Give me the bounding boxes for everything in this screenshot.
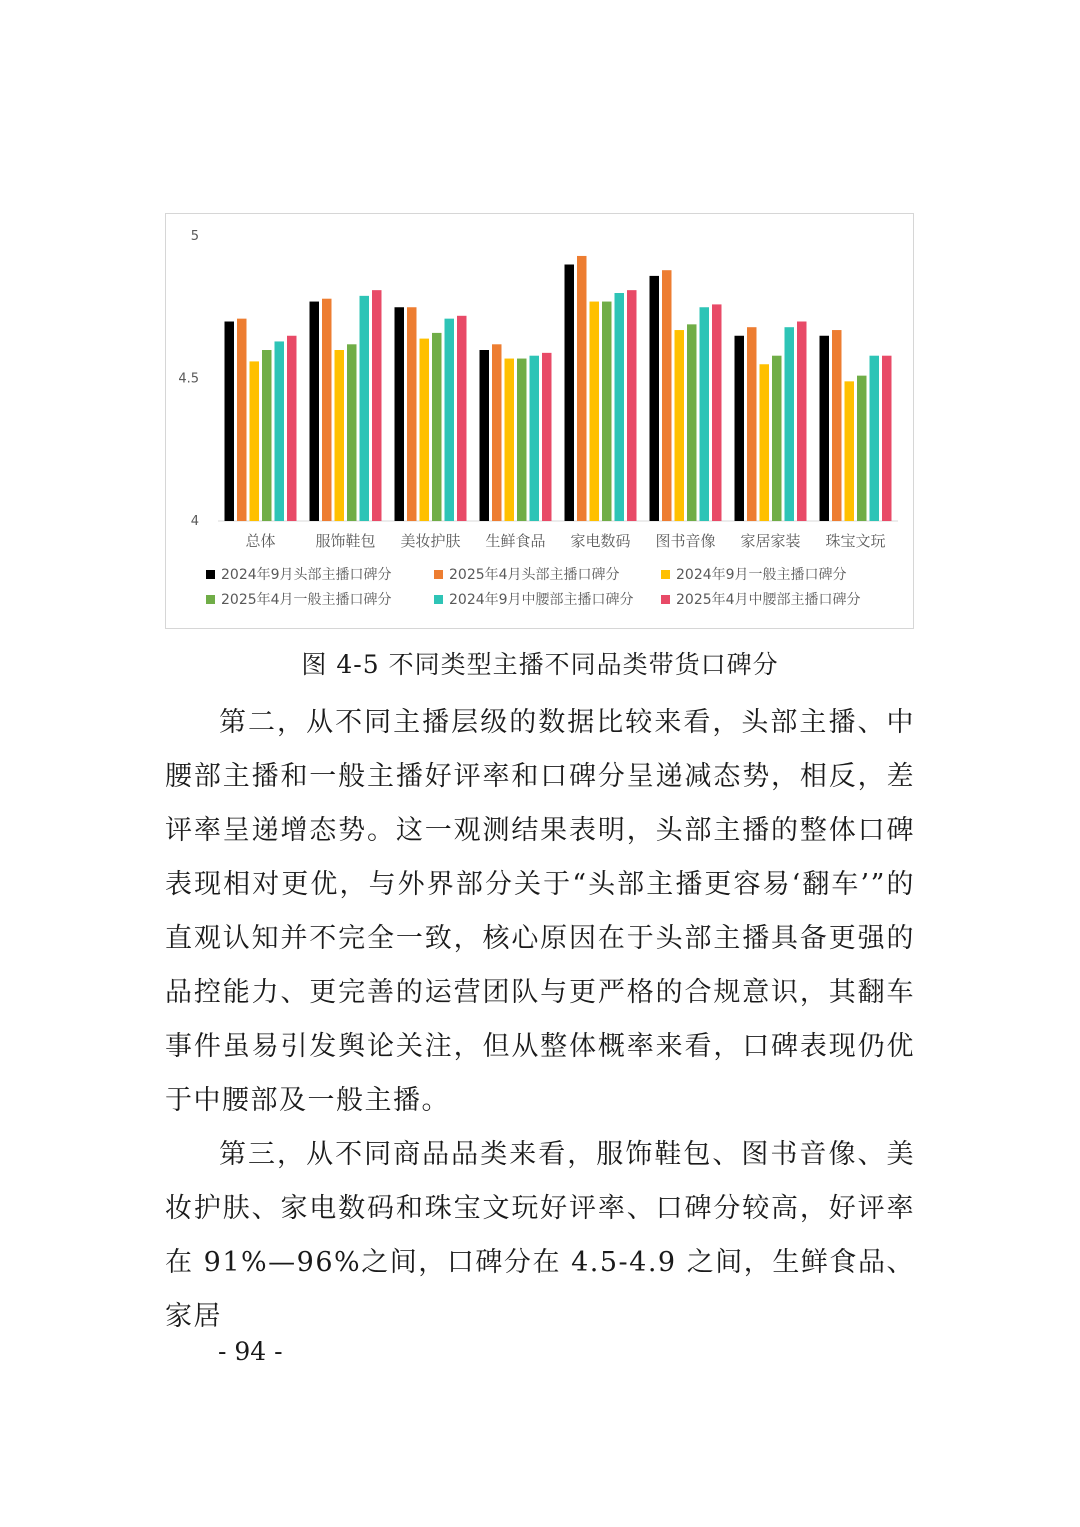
bar xyxy=(275,341,285,521)
bar xyxy=(480,350,490,521)
chart-container xyxy=(165,213,914,629)
bar xyxy=(335,350,345,521)
bar xyxy=(845,381,855,521)
bar xyxy=(287,336,297,521)
bar xyxy=(310,302,320,521)
bar xyxy=(602,302,612,521)
bar xyxy=(760,364,770,521)
legend-label: 2024年9月一般主播口碑分 xyxy=(676,567,847,583)
y-tick-label: 5 xyxy=(190,229,199,244)
bar xyxy=(565,265,575,522)
x-category-label: 服饰鞋包 xyxy=(315,532,376,550)
bar xyxy=(797,322,807,522)
bar xyxy=(262,350,272,521)
bar xyxy=(542,353,552,521)
bar xyxy=(735,336,745,521)
x-category-label: 美妆护肤 xyxy=(400,532,461,550)
paragraph-second: 第二，从不同主播层级的数据比较来看，头部主播、中腰部主播和一般主播好评率和口碑分呈递减态势，相反，差评率呈递增态势。这一观测结果表明，头部主播的整体口碑表现相对更优，与外界部分关于“头部主播更容易‘翻车’”的直观认知并不完全一致，核心原因在于头部主播具备更强的品控能力、更完善的运营团队与更严格的合规意识，其翻车事件虽易引发舆论关注，但从整体概率来看，口碑表现仍优于中腰部及一般主播。 xyxy=(165,707,915,1116)
bar xyxy=(662,270,672,521)
figure-caption: 图 4-5 不同类型主播不同品类带货口碑分 xyxy=(301,650,779,679)
bar xyxy=(432,333,442,521)
bar xyxy=(615,293,625,521)
bar xyxy=(820,336,830,521)
y-tick-label: 4 xyxy=(190,514,199,529)
legend-label: 2025年4月中腰部主播口碑分 xyxy=(676,592,861,608)
bar xyxy=(832,330,842,521)
x-category-label: 家电数码 xyxy=(570,532,631,550)
bar xyxy=(590,302,600,521)
bar xyxy=(457,316,467,521)
bar xyxy=(627,290,637,521)
bar xyxy=(395,307,405,521)
bar xyxy=(772,356,782,521)
bar xyxy=(712,304,722,521)
bar xyxy=(747,327,757,521)
legend-swatch xyxy=(206,595,215,604)
x-category-label: 生鲜食品 xyxy=(485,532,546,550)
legend-swatch xyxy=(434,595,443,604)
bar xyxy=(687,324,697,521)
bar-chart xyxy=(166,214,913,628)
bar xyxy=(347,344,357,521)
legend-label: 2025年4月头部主播口碑分 xyxy=(449,567,620,583)
bar xyxy=(882,356,892,521)
bar xyxy=(785,327,795,521)
bar xyxy=(517,359,527,521)
bar xyxy=(650,276,660,521)
bar xyxy=(577,256,587,521)
x-category-label: 珠宝文玩 xyxy=(825,532,886,550)
legend-swatch xyxy=(661,595,670,604)
page-number: - 94 - xyxy=(218,1337,283,1366)
legend-swatch xyxy=(661,570,670,579)
bar xyxy=(322,299,332,521)
bar xyxy=(445,319,455,521)
legend-label: 2024年9月头部主播口碑分 xyxy=(221,567,392,583)
bar xyxy=(700,307,710,521)
bar xyxy=(250,361,260,521)
bar xyxy=(505,359,515,521)
bar xyxy=(492,344,502,521)
bar xyxy=(870,356,880,521)
bar xyxy=(420,339,430,521)
paragraph-third: 第三，从不同商品品类来看，服饰鞋包、图书音像、美妆护肤、家电数码和珠宝文玩好评率、口碑分较高，好评率在 91%—96%之间，口碑分在 4.5-4.9 之间，生鲜食品、家居 xyxy=(165,1139,915,1332)
bar xyxy=(407,307,417,521)
legend-label: 2025年4月一般主播口碑分 xyxy=(221,592,392,608)
bar xyxy=(225,322,235,522)
bar xyxy=(237,319,247,521)
bar xyxy=(530,356,540,521)
legend-label: 2024年9月中腰部主播口碑分 xyxy=(449,592,634,608)
bar xyxy=(372,290,382,521)
x-category-label: 家居家装 xyxy=(740,532,801,550)
x-category-label: 总体 xyxy=(245,532,276,550)
y-tick-label: 4.5 xyxy=(178,371,199,387)
bar xyxy=(360,296,370,521)
x-category-label: 图书音像 xyxy=(655,532,716,550)
bar xyxy=(857,376,867,521)
bar xyxy=(675,330,685,521)
legend-swatch xyxy=(206,570,215,579)
legend-swatch xyxy=(434,570,443,579)
